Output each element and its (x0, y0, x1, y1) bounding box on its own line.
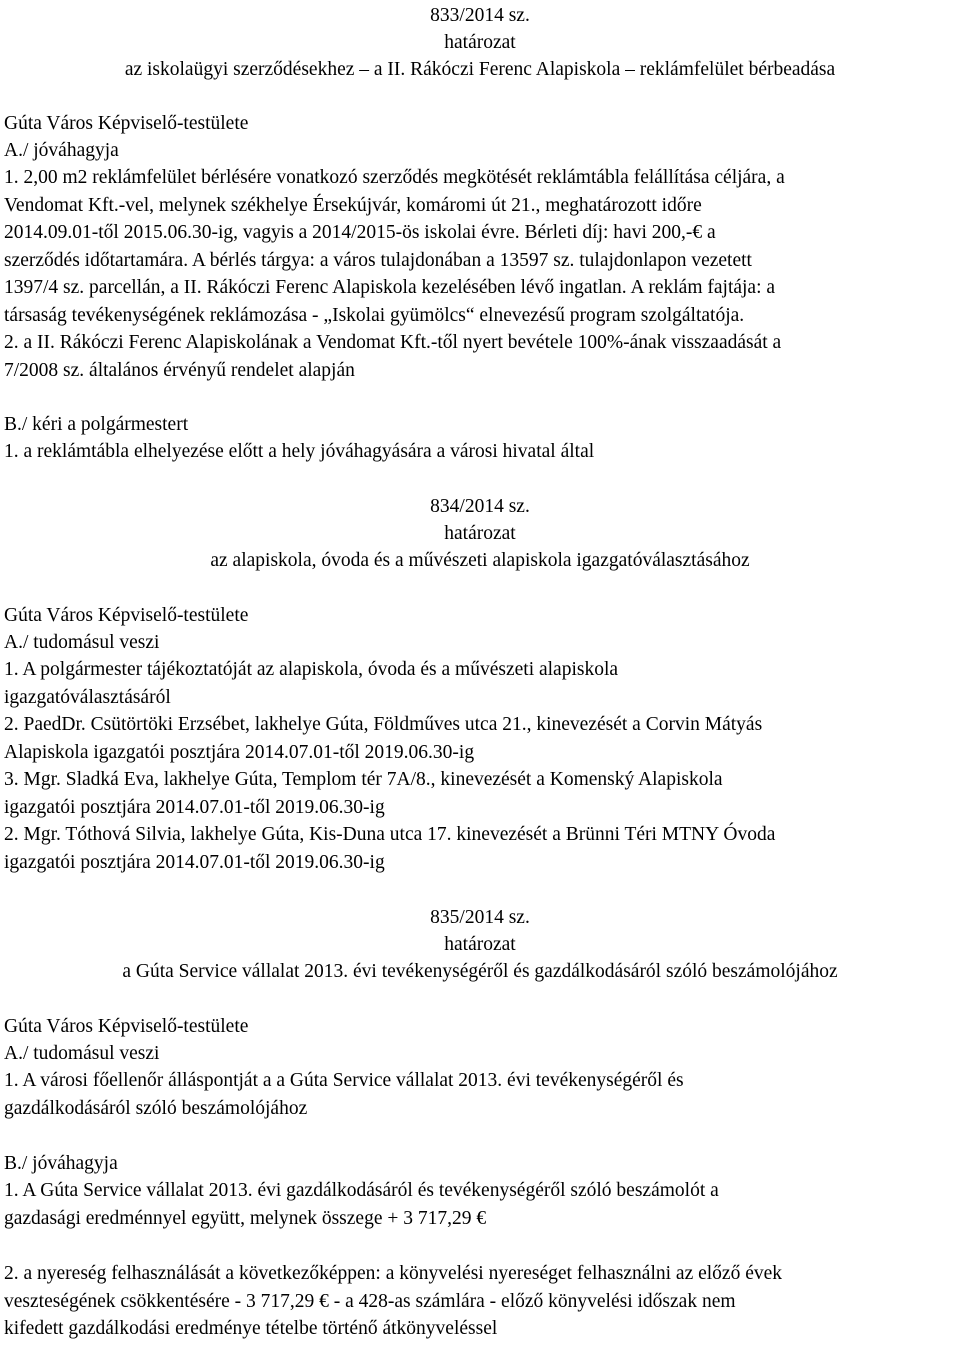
text-line: 2. PaedDr. Csütörtöki Erzsébet, lakhelye Gúta, Földműves utca 21., kinevezését a Corvin Mátyás (4, 714, 763, 735)
text-line: igazgatói posztjára 2014.07.01-től 2019.06.30-ig (4, 851, 385, 873)
resolution-833-a-heading: A./ jóváhagyja (4, 140, 119, 161)
resolution-834-item-3 (0, 766, 956, 821)
resolution-833-type: határozat (444, 32, 516, 53)
resolution-833-a-item-2 (0, 329, 956, 384)
text-line: szerződés időtartamára. A bérlés tárgya: a város tulajdonában a 13597 sz. tulajdonlapon vezetett (4, 249, 752, 271)
text-line: 2. a II. Rákóczi Ferenc Alapiskolának a Vendomat Kft.-től nyert bevétele 100%-ának visszaadását a (4, 332, 782, 353)
resolution-835-b-heading: B./ jóváhagyja (4, 1153, 118, 1174)
text-line: igazgatóválasztásáról (4, 686, 171, 708)
text-line: 2014.09.01-től 2015.06.30-ig, vagyis a 2014/2015-ös iskolai évre. Bérleti díj: havi 200,-€ a (4, 222, 716, 243)
resolution-835-body: Gúta Város Képviselő-testülete (4, 1016, 249, 1037)
resolution-833-number: 833/2014 sz. (430, 5, 530, 26)
resolution-835-subject: a Gúta Service vállalat 2013. évi tevékenységéről és gazdálkodásáról szóló beszámolójához (122, 961, 838, 982)
text-line: kifedett gazdálkodási eredménye tételbe történő átkönyveléssel (4, 1318, 498, 1339)
resolution-835-a-heading: A./ tudomásul veszi (4, 1043, 160, 1064)
text-line: igazgatói posztjára 2014.07.01-től 2019.06.30-ig (4, 796, 385, 818)
resolution-833-b-heading: B./ kéri a polgármestert (4, 414, 189, 435)
resolution-834-number: 834/2014 sz. (430, 496, 530, 517)
resolution-833-body: Gúta Város Képviselő-testülete (4, 113, 249, 134)
resolution-835-a-item-1 (0, 1067, 956, 1122)
text-line: Alapiskola igazgatói posztjára 2014.07.01-től 2019.06.30-ig (4, 741, 475, 763)
resolution-834-item-2 (0, 711, 956, 766)
resolution-835-b-item-2 (0, 1260, 956, 1343)
text-line: 2. a nyereség felhasználását a következőképpen: a könyvelési nyereséget felhasználni az előző évek (4, 1263, 783, 1284)
resolution-834-body: Gúta Város Képviselő-testülete (4, 605, 249, 626)
text-line: Vendomat Kft.-vel, melynek székhelye Érsekújvár, komáromi út 21., meghatározott időre (4, 194, 702, 216)
resolution-835-number: 835/2014 sz. (430, 907, 530, 928)
text-line: 1397/4 sz. parcellán, a II. Rákóczi Ferenc Alapiskola kezelésében lévő ingatlan. A reklám fajtája: a (4, 277, 776, 298)
resolution-833-b-item-1: 1. a reklámtábla elhelyezése előtt a hely jóváhagyására a városi hivatal által (4, 441, 595, 462)
resolution-834-item-1 (0, 656, 956, 711)
resolution-834-item-4 (0, 821, 956, 876)
text-line: veszteségének csökkentésére - 3 717,29 € - a 428-as számlára - előző könyvelési időszak nem (4, 1290, 736, 1312)
text-line: 1. 2,00 m2 reklámfelület bérlésére vonatkozó szerződés megkötését reklámtábla felállítása céljára, a (4, 167, 785, 188)
text-line: gazdasági eredménnyel együtt, melynek összege + 3 717,29 € (4, 1207, 487, 1229)
text-line: 3. Mgr. Sladká Eva, lakhelye Gúta, Templom tér 7A/8., kinevezését a Komenský Alapiskola (4, 769, 723, 790)
text-line: gazdálkodásáról szóló beszámolójához (4, 1097, 308, 1119)
text-line: 1. A városi főellenőr álláspontját a a Gúta Service vállalat 2013. évi tevékenységéről és (4, 1070, 684, 1091)
text-line: 1. A Gúta Service vállalat 2013. évi gazdálkodásáról és tevékenységéről szóló beszámolót a (4, 1180, 719, 1201)
resolution-834-type: határozat (444, 523, 516, 544)
resolution-834-subject: az alapiskola, óvoda és a művészeti alapiskola igazgatóválasztásához (210, 550, 750, 571)
resolution-833-a-item-1 (0, 164, 956, 329)
resolution-835-b-item-1 (0, 1177, 956, 1232)
resolution-835-type: határozat (444, 934, 516, 955)
resolution-834-a-heading: A./ tudomásul veszi (4, 632, 160, 653)
text-line: 1. A polgármester tájékoztatóját az alapiskola, óvoda és a művészeti alapiskola (4, 659, 619, 680)
text-line: társaság tevékenységének reklámozása - „Iskolai gyümölcs“ elnevezésű program szolgáltatója. (4, 304, 745, 326)
resolution-833-subject: az iskolaügyi szerződésekhez – a II. Rákóczi Ferenc Alapiskola – reklámfelület bérbeadása (124, 59, 836, 80)
text-line: 7/2008 sz. általános érvényű rendelet alapján (4, 359, 355, 381)
text-line: 2. Mgr. Tóthová Silvia, lakhelye Gúta, Kis-Duna utca 17. kinevezését a Brünni Téri MTNY Óvoda (4, 824, 776, 845)
